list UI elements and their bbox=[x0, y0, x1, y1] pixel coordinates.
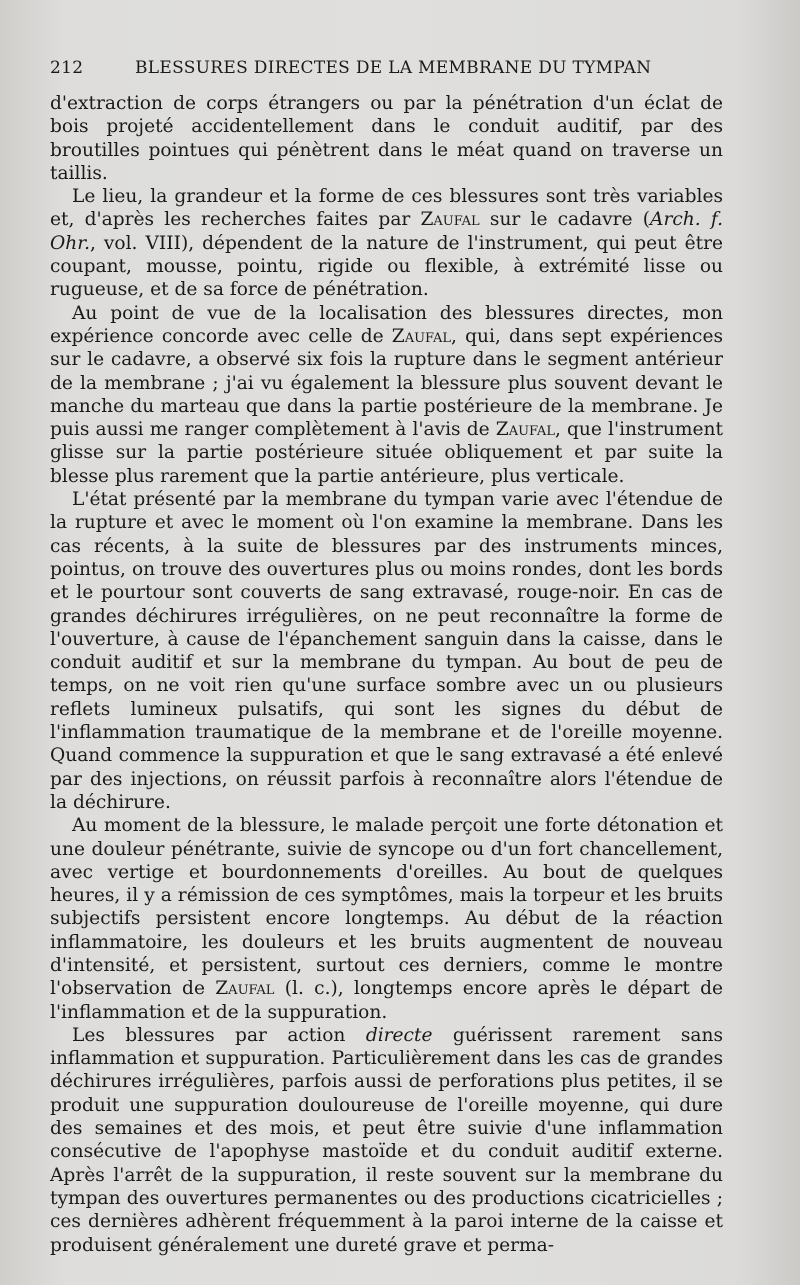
emphasis: directe bbox=[365, 1024, 433, 1046]
paragraph-2 bbox=[50, 185, 723, 301]
text-run: , que l'instrument glisse sur la partie postérieure située obliquement et par suite la blesse plus rarement que la partie antérieure, plus verticale. bbox=[50, 419, 723, 487]
text-run: Au moment de la blessure, le malade perçoit une forte détonation et une douleur pénétrante, suivie de syncope ou d'un fort chancellement, avec vertige et bourdonnements d'oreilles. Au bout de quelques heures, il y a rémission de ces symptômes, mais la torpeur et les bruits subjectifs persistent encore longtemps. Au début de la réaction inflammatoire, les douleurs et les bruits augmentent de nouveau d'intensité, et persistent, surtout ces derniers, comme le montre l'observation de bbox=[50, 815, 723, 1000]
text-run: , qui, dans sept expériences sur le cadavre, a observé six fois la rupture dans le segment antérieur de la membrane ; j'ai vu également la blessure plus souvent devant le manche du marteau que dans la partie postérieure de la membrane. Je puis aussi me ranger complètement à l'avis de bbox=[50, 325, 723, 441]
paragraph-5 bbox=[50, 814, 723, 1024]
text-run: , vol. VIII), dépendent de la nature de l'instrument, qui peut être coupant, mousse, pointu, rigide ou flexible, à extrémité lisse ou rugueuse, et de sa force de pénétration. bbox=[50, 232, 723, 301]
paragraph-3 bbox=[50, 302, 723, 488]
text-run: sur le cadavre ( bbox=[479, 209, 651, 231]
author-name: Zaufal bbox=[215, 978, 275, 1000]
author-name: Zaufal bbox=[391, 325, 451, 347]
paragraph-1: d'extraction de corps étrangers ou par la pénétration d'un éclat de bois projeté accidentellement dans le conduit auditif, par des broutilles pointues qui pénètrent dans le méat quand on traverse un taillis. bbox=[50, 93, 723, 184]
text-run: Les blessures par action bbox=[72, 1024, 366, 1046]
text-run: Au point de vue de la localisation des blessures directes, mon expérience concorde avec celle de bbox=[50, 302, 723, 347]
paragraph-6 bbox=[50, 1024, 723, 1257]
running-title: BLESSURES DIRECTES DE LA MEMBRANE DU TYMPAN bbox=[135, 58, 652, 78]
journal-reference: Arch. f. Ohr. bbox=[50, 209, 723, 254]
body-text bbox=[50, 92, 723, 1257]
author-name: Zaufal bbox=[420, 209, 480, 231]
paragraph-4: L'état présenté par la membrane du tympan varie avec l'étendue de la rupture et avec le moment où l'on examine la membrane. Dans les cas récents, à la suite de blessures par des instruments minces, pointus, on trouve des ouvertures plus ou moins rondes, dont les bords et le pourtour sont couverts de sang extravasé, rouge-noir. En cas de grandes déchirures irrégulières, on ne peut reconnaître la forme de l'ouverture, à cause de l'épanchement sanguin dans la caisse, dans le conduit auditif et sur la membrane du tympan. Au bout de peu de temps, on ne voit rien qu'une surface sombre avec un ou plusieurs reflets lumineux pulsatifs, qui sont les signes du début de l'inflammation traumatique de la membrane et de l'oreille moyenne. Quand commence la suppuration et que le sang extravasé a été enlevé par des injections, on réussit parfois à reconnaître alors l'étendue de la déchirure. bbox=[50, 489, 723, 813]
text-run: (l. c.), longtemps encore après le départ de l'inflammation et de la suppuration. bbox=[50, 978, 723, 1023]
text-run: guérissent rarement sans inflammation et suppuration. Particulièrement dans les cas de grandes déchirures irrégulières, parfois aussi de perforations plus petites, il se produit une suppuration douloureuse de l'oreille moyenne, qui dure des semaines et des mois, et peut être suivie d'une inflammation consécutive de l'apophyse mastoïde et du conduit auditif externe. Après l'arrêt de la suppuration, il reste souvent sur la membrane du tympan des ouvertures permanentes ou des productions cicatricielles ; ces dernières adhèrent fréquemment à la paroi interne de la caisse et produisent généralement une dureté grave et perma- bbox=[50, 1024, 723, 1256]
author-name: Zaufal bbox=[495, 419, 555, 441]
text-run: Le lieu, la grandeur et la forme de ces blessures sont très variables et, d'après les recherches faites par bbox=[50, 186, 723, 231]
page-number: 212 bbox=[50, 58, 84, 78]
